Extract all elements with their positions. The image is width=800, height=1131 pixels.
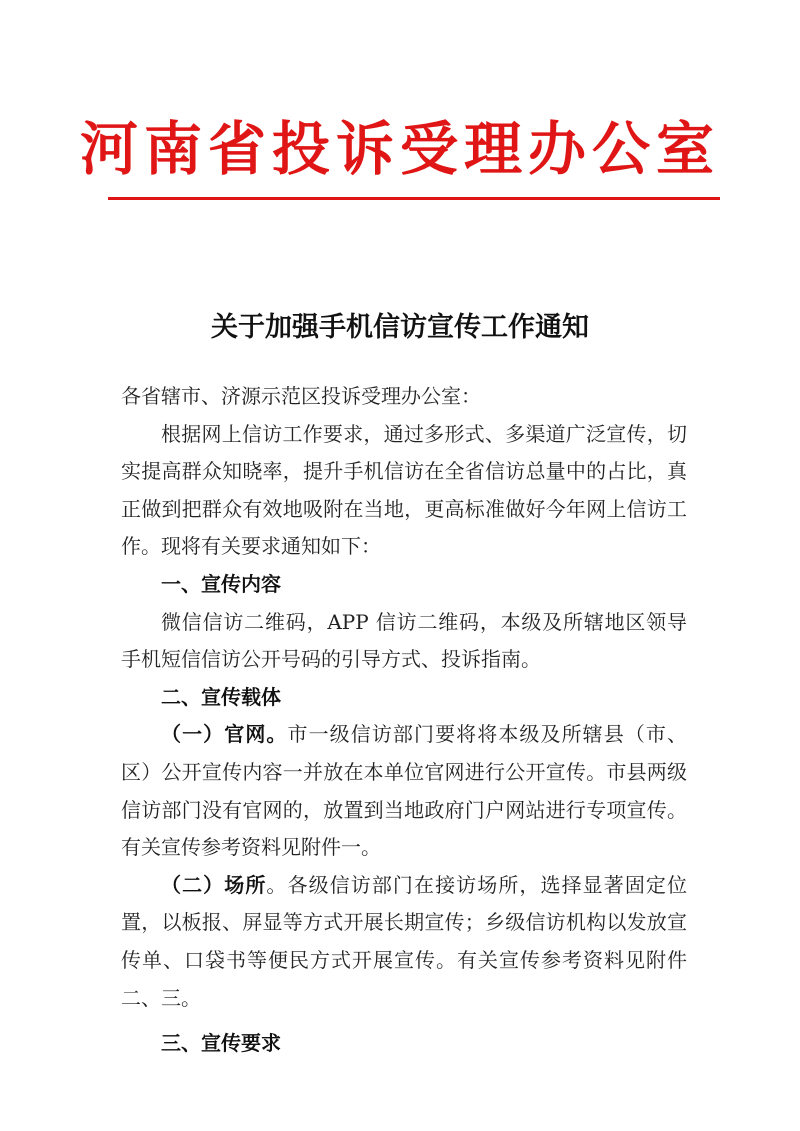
paragraph-text: 市一级信访部门要将将本级及所辖县（市、区）公开宣传内容一并放在本单位官网进行公开宣传。市县两级信访部门没有官网的，放置到当地政府门户网站进行专项宣传。有关宣传参考资料见附件一。 — [121, 722, 687, 860]
body-paragraph: 微信信访二维码，APP 信访二维码，本级及所辖地区领导手机短信信访公开号码的引导方式、投诉指南。 — [121, 609, 687, 672]
body-paragraph — [121, 867, 687, 1017]
masthead-red-rule — [108, 197, 720, 200]
section-heading: 一、宣传内容 — [161, 571, 281, 596]
paragraph-text: 。各级信访部门在接访场所，选择显著固定位置，以板报、屏显等方式开展长期宣传；乡级信访机构以发放宣传单、口袋书等便民方式开展宣传。有关宣传参考资料见附件二、三。 — [121, 872, 688, 1010]
body-paragraph — [121, 716, 687, 866]
paragraph-lead: （一）官网。 — [161, 722, 288, 747]
section-heading: 三、宣传要求 — [161, 1031, 281, 1056]
document-title: 关于加强手机信访宣传工作通知 — [211, 312, 589, 343]
paragraph-lead: （二）场所 — [161, 872, 267, 897]
section-heading: 二、宣传载体 — [161, 684, 281, 709]
addressee-line: 各省辖市、济源示范区投诉受理办公室： — [121, 384, 481, 408]
intro-paragraph: 根据网上信访工作要求，通过多形式、多渠道广泛宣传，切实提高群众知晓率，提升手机信访在全省信访总量中的占比，真正做到把群众有效地吸附在当地，更高标准做好今年网上信访工作。现将有关要求通知如下： — [121, 421, 687, 559]
masthead-org-name: 河南省投诉受理办公室 — [79, 115, 720, 183]
document-body — [121, 378, 687, 1063]
